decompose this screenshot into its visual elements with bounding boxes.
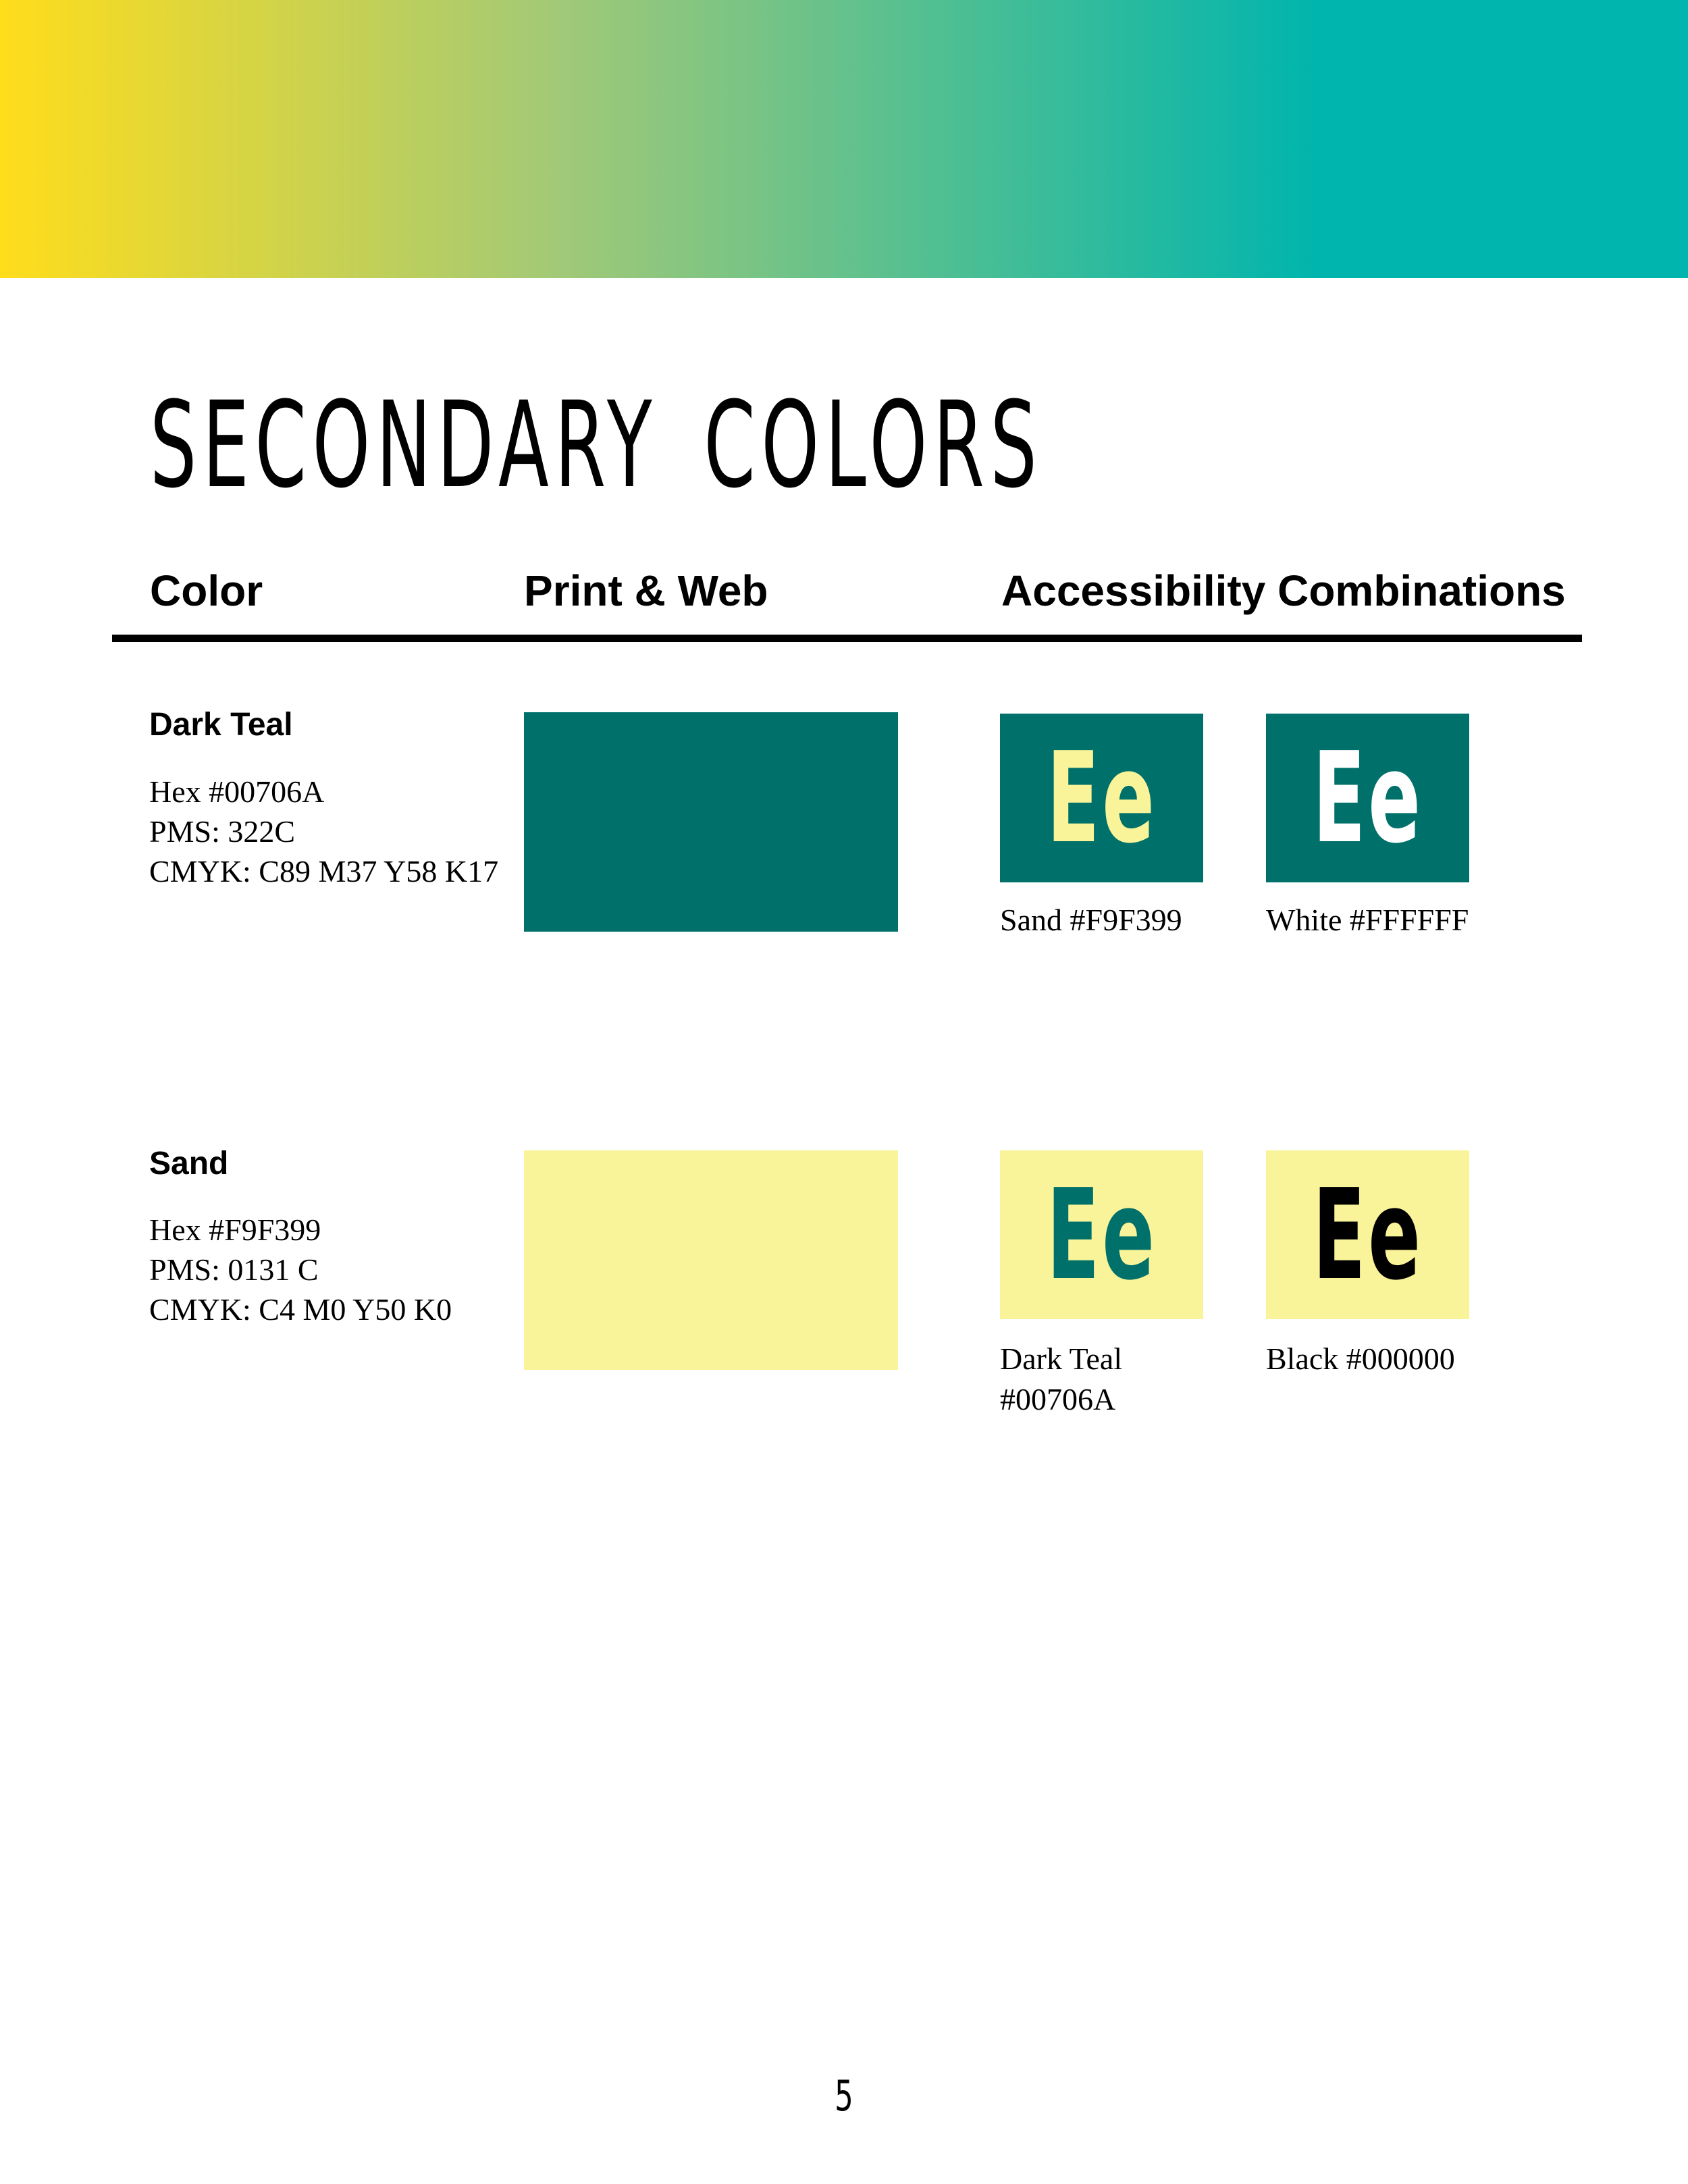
- spec-cmyk-sand: CMYK: C4 M0 Y50 K0: [149, 1292, 452, 1327]
- combo-label-white: White #FFFFFF: [1266, 903, 1469, 937]
- header-gradient-banner: [0, 0, 1688, 278]
- column-header-accessibility: Accessibility Combinations: [1001, 566, 1566, 615]
- column-header-color: Color: [150, 566, 263, 615]
- spec-hex-dark-teal: Hex #00706A: [149, 774, 325, 809]
- page-number: 5: [835, 2071, 853, 2121]
- swatch-dark-teal: [524, 712, 898, 932]
- spec-pms-dark-teal: PMS: 322C: [149, 814, 296, 849]
- header-divider: [112, 635, 1582, 642]
- combo-label-sand: Sand #F9F399: [1000, 903, 1182, 937]
- combo-tile-dark-teal-on-sand: [1000, 1150, 1203, 1319]
- color-name-sand: Sand: [149, 1146, 229, 1181]
- combo-tile-sand-on-dark-teal: [1000, 714, 1203, 882]
- sample-glyph: Ee: [1312, 1161, 1423, 1308]
- sample-glyph: Ee: [1046, 1161, 1157, 1308]
- swatch-sand: [524, 1150, 898, 1370]
- combo-label-black: Black #000000: [1266, 1341, 1455, 1376]
- sample-glyph: Ee: [1046, 724, 1157, 871]
- combo-label-dark-teal-line2: #00706A: [1000, 1382, 1116, 1416]
- combo-label-dark-teal-line1: Dark Teal: [1000, 1341, 1123, 1376]
- spec-pms-sand: PMS: 0131 C: [149, 1252, 319, 1287]
- color-name-dark-teal: Dark Teal: [149, 707, 293, 743]
- spec-hex-sand: Hex #F9F399: [149, 1213, 321, 1247]
- combo-tile-black-on-sand: [1266, 1150, 1469, 1319]
- spec-cmyk-dark-teal: CMYK: C89 M37 Y58 K17: [149, 854, 499, 888]
- sample-glyph: Ee: [1312, 724, 1423, 871]
- page-title: SECONDARY COLORS: [150, 376, 1043, 514]
- column-header-print-web: Print & Web: [524, 566, 768, 615]
- combo-tile-white-on-dark-teal: [1266, 714, 1469, 882]
